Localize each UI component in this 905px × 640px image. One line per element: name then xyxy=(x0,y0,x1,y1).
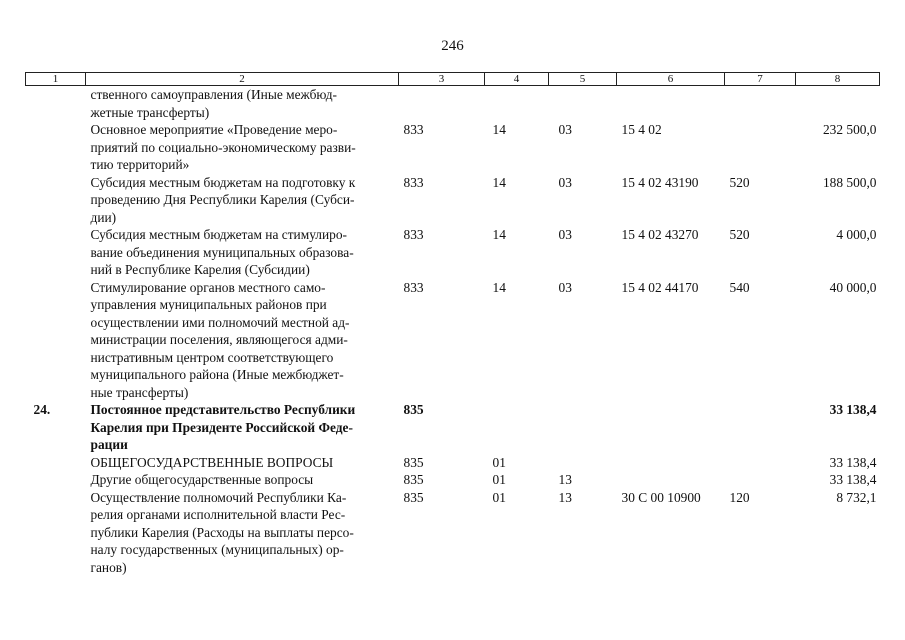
row-subsection: 13 xyxy=(558,489,572,505)
row-ministry-code: 833 xyxy=(403,227,424,242)
row-section: 01 xyxy=(492,454,506,470)
column-header-2: 2 xyxy=(86,73,399,86)
table-row xyxy=(26,471,880,489)
row-subsection: 03 xyxy=(558,122,572,137)
row-ministry-code: 835 xyxy=(403,402,424,417)
row-subsection xyxy=(549,454,617,472)
row-number xyxy=(26,121,86,174)
row-section: 01 xyxy=(492,489,506,505)
row-expense-type xyxy=(725,86,796,122)
row-amount: 188 500,0 xyxy=(822,174,877,190)
row-ministry-code xyxy=(399,86,485,122)
row-description: ственного самоуправления (Иные межбюд- жетные трансферты) xyxy=(90,87,338,120)
row-target-article: 15 4 02 44170 xyxy=(621,279,699,295)
row-description: Постоянное представительство Республики Карелия при Президенте Российской Феде- рации xyxy=(90,402,356,452)
row-ministry-code: 835 xyxy=(403,472,424,487)
table-row xyxy=(26,174,880,227)
row-target-article xyxy=(617,86,725,122)
row-target-article: 15 4 02 43270 xyxy=(621,227,699,242)
row-number xyxy=(26,226,86,279)
row-ministry-code: 835 xyxy=(403,454,424,470)
page-number: 246 xyxy=(441,38,464,54)
row-expense-type: 540 xyxy=(729,279,750,295)
row-subsection: 03 xyxy=(558,174,572,190)
column-header-4: 4 xyxy=(485,73,549,86)
row-section xyxy=(485,86,549,122)
row-section xyxy=(485,401,549,454)
row-expense-type: 520 xyxy=(729,174,750,190)
row-description: ОБЩЕГОСУДАРСТВЕННЫЕ ВОПРОСЫ xyxy=(90,454,334,470)
row-amount xyxy=(796,86,880,122)
table-row-section-heading xyxy=(26,401,880,454)
table-row xyxy=(26,121,880,174)
row-section: 01 xyxy=(492,472,506,487)
row-section: 14 xyxy=(492,227,506,242)
row-expense-type xyxy=(725,121,796,174)
row-expense-type xyxy=(725,401,796,454)
table-row xyxy=(26,454,880,472)
row-subsection: 13 xyxy=(558,472,572,487)
row-expense-type: 120 xyxy=(729,489,750,505)
column-header-8: 8 xyxy=(796,73,880,86)
row-section: 14 xyxy=(492,279,506,295)
row-target-article xyxy=(617,471,725,489)
row-amount: 33 138,4 xyxy=(829,472,877,487)
row-target-article xyxy=(617,454,725,472)
row-ministry-code: 835 xyxy=(403,489,424,505)
table-row xyxy=(26,279,880,402)
row-amount: 4 000,0 xyxy=(836,227,877,242)
column-header-7: 7 xyxy=(725,73,796,86)
row-description: Другие общегосударственные вопросы xyxy=(90,472,314,487)
row-ministry-code: 833 xyxy=(403,174,424,190)
row-description: Осуществление полномочий Республики Ка- релия органами исполнительной власти Рес- публики Карелия (Расходы на выплаты персо- налу государственных (муниципальных) ор- ганов) xyxy=(90,489,354,575)
column-header-5: 5 xyxy=(549,73,617,86)
row-expense-type xyxy=(725,454,796,472)
row-description: Субсидия местным бюджетам на стимулиро- вание объединения муниципальных образова- ний в Республике Карелия (Субсидии) xyxy=(90,227,354,277)
row-ministry-code: 833 xyxy=(403,279,424,295)
row-amount: 33 138,4 xyxy=(829,454,877,470)
row-number xyxy=(26,454,86,472)
row-description: Стимулирование органов местного само- управления муниципальных районов при осуществлении ими полномочий местной ад- министрации поселения, являющегося адми- нистративным центром соответствующего муниципального района (Иные межбюджет- ные трансферты) xyxy=(90,279,350,400)
row-target-article xyxy=(617,401,725,454)
column-header-6: 6 xyxy=(617,73,725,86)
row-number xyxy=(26,279,86,402)
column-header-3: 3 xyxy=(399,73,485,86)
row-number xyxy=(26,471,86,489)
table-header-row xyxy=(26,73,880,86)
row-target-article: 15 4 02 xyxy=(621,122,662,137)
row-number xyxy=(26,489,86,577)
table-row xyxy=(26,86,880,122)
row-target-article: 30 С 00 10900 xyxy=(621,489,701,505)
column-header-1: 1 xyxy=(26,73,86,86)
row-subsection xyxy=(549,86,617,122)
row-expense-type: 520 xyxy=(729,227,750,242)
row-amount: 40 000,0 xyxy=(829,279,877,295)
row-description: Субсидия местным бюджетам на подготовку к проведению Дня Республики Карелия (Субси- дии) xyxy=(90,174,356,225)
row-subsection: 03 xyxy=(558,279,572,295)
row-description: Основное мероприятие «Проведение меро- приятий по социально-экономическому разви- тию территорий» xyxy=(90,122,356,172)
row-number xyxy=(26,86,86,122)
table-row xyxy=(26,489,880,577)
row-expense-type xyxy=(725,471,796,489)
row-amount: 232 500,0 xyxy=(822,122,877,137)
table-row xyxy=(26,226,880,279)
row-subsection xyxy=(549,401,617,454)
row-amount: 8 732,1 xyxy=(836,489,877,505)
row-amount: 33 138,4 xyxy=(829,402,877,417)
row-subsection: 03 xyxy=(558,227,572,242)
row-target-article: 15 4 02 43190 xyxy=(621,174,699,190)
row-section: 14 xyxy=(492,174,506,190)
row-number xyxy=(26,174,86,227)
row-ministry-code: 833 xyxy=(403,122,424,137)
row-section: 14 xyxy=(492,122,506,137)
budget-table xyxy=(25,72,880,576)
row-number: 24. xyxy=(33,402,51,417)
